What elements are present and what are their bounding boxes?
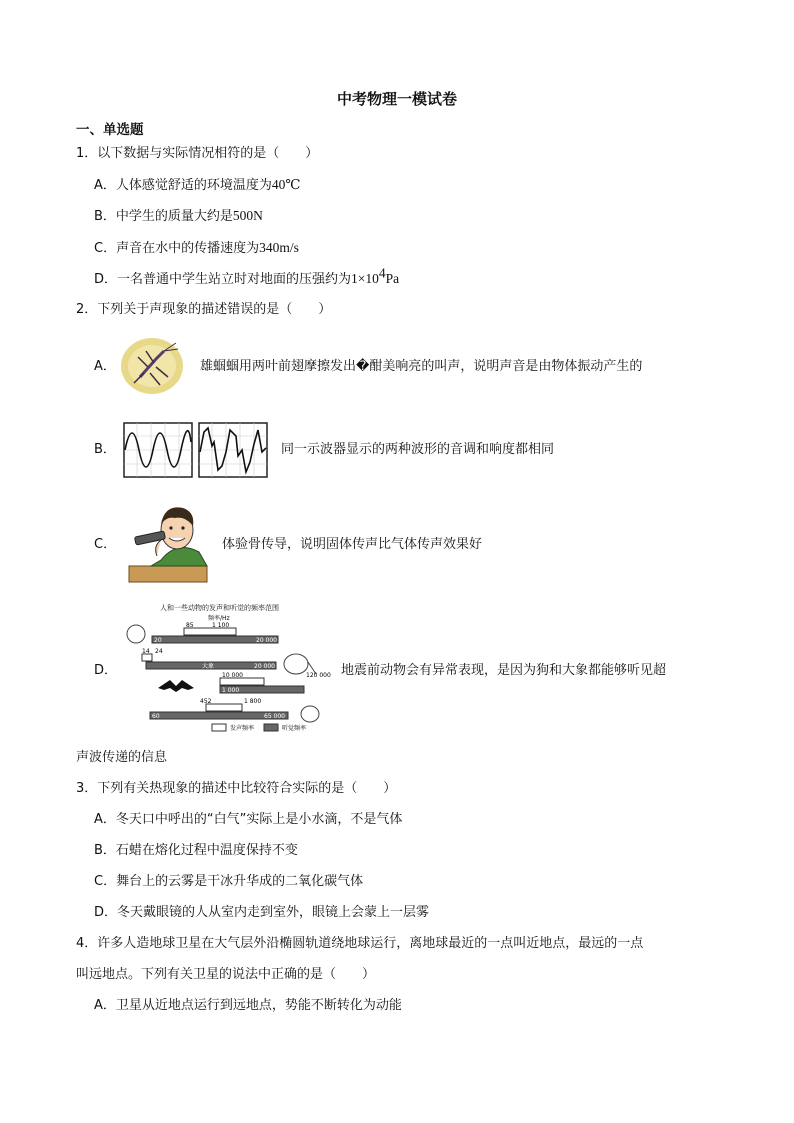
q2-option-c-text: 体验骨传导，说明固体传声比气体传声效果好 (222, 537, 483, 552)
frequency-range-chart (124, 602, 336, 734)
chart-label-elephant: 大象 (202, 663, 215, 670)
chart-label-14: 14 (142, 648, 150, 655)
q2-option-d-cont: 声波传递的信息 (76, 750, 168, 765)
q2-option-c-label: C． (94, 537, 117, 552)
page-title: 中考物理一模试卷 (336, 90, 457, 108)
q2-option-a-label: A． (94, 359, 116, 374)
chart-title: 人和一些动物的发声和听觉的频率范围 (160, 604, 279, 612)
legend-hear: 听觉频率 (282, 725, 307, 732)
chart-label-1000: 1 000 (222, 687, 240, 694)
q1-option-c: C．声音在水中的传播速度为340m/s (94, 240, 299, 256)
katydid-image (120, 337, 184, 395)
chart-label-65000: 65 000 (264, 713, 285, 720)
q2-option-d-label: D． (94, 663, 118, 678)
q2-option-b-label: B． (94, 442, 116, 457)
legend-emit: 发声频率 (230, 725, 255, 732)
bone-conduction-boy-image (127, 500, 209, 584)
q4-stem-line1: 4．许多人造地球卫星在大气层外沿椭圆轨道绕地球运行，离地球最近的一点叫近地点，最远的一点 (76, 936, 644, 951)
q2-option-b-text: 同一示波器显示的两种波形的音调和响度都相同 (281, 442, 555, 457)
chart-unit: 频率/Hz (208, 615, 230, 622)
oscilloscope-wave-1 (123, 422, 193, 478)
chart-label-120000: 120 000 (306, 672, 331, 679)
chart-label-24: 24 (155, 648, 163, 655)
q1-option-a: A．人体感觉舒适的环境温度为40℃ (94, 177, 301, 193)
q2-option-d-text: 地震前动物会有异常表现，是因为狗和大象都能够听见超 (341, 663, 667, 678)
chart-label-452: 452 (200, 698, 212, 705)
chart-label-20: 20 (154, 637, 162, 644)
q3-option-a: A．冬天口中呼出的“白气”实际上是小水滴，不是气体 (94, 812, 403, 827)
chart-label-20000-b: 20 000 (254, 663, 275, 670)
chart-label-1800: 1 800 (244, 698, 262, 705)
oscilloscope-wave-2 (198, 422, 268, 478)
q3-stem: 3．下列有关热现象的描述中比较符合实际的是（ ） (76, 781, 397, 796)
q1-option-d: D．一名普通中学生站立时对地面的压强约为$1\times 10^4Pa$ (94, 265, 400, 287)
chart-label-20000: 20 000 (256, 637, 277, 644)
q3-option-b: B．石蜡在熔化过程中温度保持不变 (94, 843, 298, 858)
q4-stem-line2: 叫远地点。下列有关卫星的说法中正确的是（ ） (76, 967, 376, 982)
chart-label-10000: 10 000 (222, 672, 243, 679)
q3-option-c: C．舞台上的云雾是干冰升华成的二氧化碳气体 (94, 874, 364, 889)
section-heading: 一、单选题 (76, 122, 144, 138)
chart-label-1100: 1 100 (212, 622, 230, 629)
q2-option-a-text: 雄蝈蝈用两叶前翅摩擦发出�酣美响亮的叫声，说明声音是由物体振动产生的 (200, 359, 643, 374)
chart-label-60: 60 (152, 713, 160, 720)
chart-label-85: 85 (186, 622, 194, 629)
q3-option-d: D．冬天戴眼镜的人从室内走到室外，眼镜上会蒙上一层雾 (94, 905, 430, 920)
q1-stem: 1．以下数据与实际情况相符的是（ ） (76, 146, 319, 161)
q2-stem: 2．下列关于声现象的描述错误的是（ ） (76, 302, 332, 317)
q4-option-a: A．卫星从近地点运行到远地点，势能不断转化为动能 (94, 998, 402, 1013)
q1-option-b: B．中学生的质量大约是500N (94, 208, 263, 224)
